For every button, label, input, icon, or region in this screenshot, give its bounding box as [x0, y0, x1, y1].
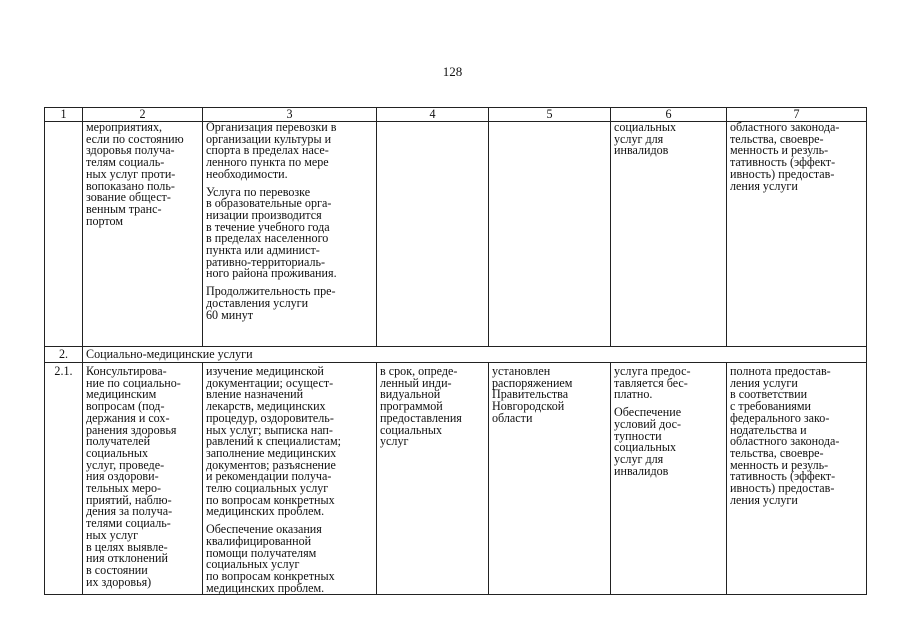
- cell-text-line: документов; разъяснение: [206, 457, 336, 472]
- service-quality-cell: [727, 363, 867, 595]
- service-name-cell: [83, 363, 203, 595]
- cell-text-line: социальных: [614, 440, 677, 455]
- cell-text-line: социальных: [614, 120, 677, 134]
- cell-text-line: помощи получателям: [206, 545, 317, 560]
- cell-text-line: заполнение медицинских: [206, 445, 337, 460]
- cell-text-line: ние по социально-: [86, 375, 181, 390]
- cell-text-line: приятий, наблю-: [86, 492, 172, 507]
- service-cost-cell: [489, 363, 611, 595]
- cell-text-line: нодательства и: [730, 422, 807, 437]
- cell-text-line: спорта в пределах насе-: [206, 143, 329, 158]
- cell-paragraph: [206, 366, 373, 518]
- cell-text-line: Обеспечение оказания: [206, 522, 322, 537]
- cell-text-line: их здоровья): [86, 574, 152, 589]
- cell-text-line: вление назначений: [206, 387, 304, 402]
- cell-text-line: Продолжительность пре-: [206, 284, 336, 299]
- cell-text-line: Правительства: [492, 387, 569, 402]
- cell-text-line: областного законода-: [730, 434, 840, 449]
- cell-text-line: телям социаль-: [86, 155, 165, 170]
- column-header: 3: [203, 108, 377, 122]
- cell-text-line: в течение учебного года: [206, 219, 330, 234]
- cell-text-line: социальных: [380, 422, 443, 437]
- row-number-cell: [45, 122, 83, 347]
- cell-text-line: тельных меро-: [86, 481, 162, 496]
- cell-text-line: по вопросам конкретных: [206, 492, 335, 507]
- cell-paragraph: [614, 407, 723, 477]
- cell-text-line: тельства, своевре-: [730, 445, 824, 460]
- cell-text-line: телю социальных услуг: [206, 481, 329, 496]
- cell-text-line: видуальной: [380, 387, 441, 402]
- cell-text-line: платно.: [614, 387, 653, 402]
- cell-text-line: документации; осущест-: [206, 375, 334, 390]
- cell-text-line: дения за получа-: [86, 504, 173, 519]
- row-number-cell: 2.1.: [45, 363, 83, 595]
- cell-text-line: услуг для: [614, 451, 664, 466]
- service-conditions-cell: [611, 122, 727, 347]
- cell-text-line: Услуга по перевозке: [206, 184, 311, 199]
- cell-text-line: по вопросам конкретных: [206, 568, 335, 583]
- cell-text-line: зование общест-: [86, 190, 171, 205]
- cell-text-line: тативность (эффект-: [730, 469, 836, 484]
- cell-text-line: предоставления: [380, 410, 462, 425]
- cell-paragraph: [206, 122, 373, 181]
- cell-text-line: области: [492, 410, 533, 425]
- cell-text-line: Новгородской: [492, 399, 565, 414]
- cell-text-line: низации производится: [206, 207, 322, 222]
- column-header: 7: [727, 108, 867, 122]
- cell-text-line: инвалидов: [614, 463, 669, 478]
- column-header: 6: [611, 108, 727, 122]
- cell-text-line: венным транс-: [86, 201, 162, 216]
- column-header: 4: [377, 108, 489, 122]
- cell-text-line: в целях выявле-: [86, 539, 168, 554]
- continuation-row: [45, 122, 867, 347]
- cell-text-line: тативность (эффект-: [730, 155, 836, 170]
- cell-text-line: здоровья получа-: [86, 143, 175, 158]
- cell-paragraph: [206, 286, 373, 321]
- cell-text-line: услуг: [380, 434, 409, 449]
- cell-text-line: получателей: [86, 434, 151, 449]
- cell-text-line: ления услуги: [730, 375, 798, 390]
- cell-text-line: тельства, своевре-: [730, 131, 824, 146]
- cell-text-line: ния отклонений: [86, 551, 168, 566]
- cell-text-line: в соответствии: [730, 387, 808, 402]
- cell-text-line: с требованиями: [730, 399, 811, 414]
- service-name-cell: [83, 122, 203, 347]
- cell-text-line: услуг, проведе-: [86, 457, 165, 472]
- section-row: [45, 347, 867, 363]
- cell-text-line: ивность) предостав-: [730, 481, 835, 496]
- column-header: 1: [45, 108, 83, 122]
- cell-text-line: условий дос-: [614, 416, 682, 431]
- cell-text-line: менность и резуль-: [730, 457, 829, 472]
- cell-text-line: ния оздорови-: [86, 469, 159, 484]
- cell-text-line: медицинских проблем.: [206, 504, 325, 519]
- cell-text-line: в образовательные орга-: [206, 196, 332, 211]
- cell-text-line: организации культуры и: [206, 131, 332, 146]
- cell-text-line: ления услуги: [730, 178, 798, 193]
- cell-text-line: процедур, оздоровитель-: [206, 410, 334, 425]
- cell-text-line: социальных: [86, 445, 149, 460]
- service-conditions-cell: [611, 363, 727, 595]
- cell-text-line: ивность) предостав-: [730, 166, 835, 181]
- cell-text-line: ных услуг; выписка нап-: [206, 422, 333, 437]
- service-cost-cell: [489, 122, 611, 347]
- page-number: 128: [442, 64, 463, 79]
- cell-text-line: услуга предос-: [614, 364, 691, 378]
- cell-text-line: установлен: [492, 364, 551, 378]
- cell-text-line: ленного пункта по мере: [206, 155, 329, 170]
- cell-text-line: портом: [86, 213, 124, 228]
- cell-text-line: распоряжением: [492, 375, 573, 390]
- cell-text-line: ранения здоровья: [86, 422, 177, 437]
- cell-text-line: пункта или админист-: [206, 243, 320, 258]
- cell-text-line: доставления услуги: [206, 295, 309, 310]
- cell-text-line: 60 минут: [206, 307, 254, 322]
- cell-text-line: вопоказано поль-: [86, 178, 175, 193]
- cell-text-line: в срок, опреде-: [380, 364, 458, 378]
- cell-text-line: инвалидов: [614, 143, 669, 158]
- cell-text-line: областного законода-: [730, 120, 840, 134]
- cell-text-line: в пределах населенного: [206, 231, 329, 246]
- cell-text-line: вопросам (под-: [86, 399, 165, 414]
- cell-text-line: медицинским: [86, 387, 157, 402]
- table-row: [45, 363, 867, 595]
- cell-text-line: федерального зако-: [730, 410, 830, 425]
- cell-text-line: равлений к специалистам;: [206, 434, 342, 449]
- cell-text-line: и рекомендации получа-: [206, 469, 332, 484]
- cell-text-line: полнота предостав-: [730, 364, 831, 378]
- column-header: 2: [83, 108, 203, 122]
- cell-text-line: телями социаль-: [86, 516, 171, 531]
- cell-text-line: в состоянии: [86, 562, 148, 577]
- cell-text-line: ного района проживания.: [206, 266, 337, 281]
- cell-text-line: изучение медицинской: [206, 364, 324, 378]
- service-quality-cell: [727, 122, 867, 347]
- service-term-cell: [377, 122, 489, 347]
- services-table: [44, 107, 867, 595]
- cell-text-line: квалифицированной: [206, 533, 312, 548]
- cell-text-line: если по состоянию: [86, 131, 184, 146]
- cell-text-line: лекарств, медицинских: [206, 399, 326, 414]
- cell-text-line: менность и резуль-: [730, 143, 829, 158]
- cell-text-line: программой: [380, 399, 443, 414]
- cell-text-line: Консультирова-: [86, 364, 167, 378]
- service-description-cell: [203, 122, 377, 347]
- service-description-cell: [203, 363, 377, 595]
- cell-text-line: услуг для: [614, 131, 664, 146]
- cell-text-line: Организация перевозки в: [206, 120, 337, 134]
- cell-paragraph: [206, 524, 373, 594]
- cell-text-line: тупности: [614, 428, 662, 443]
- section-title: Социально-медицинские услуги: [83, 347, 867, 363]
- cell-text-line: ных услуг: [86, 527, 139, 542]
- cell-paragraph: [206, 184, 373, 281]
- cell-text-line: мероприятиях,: [86, 120, 163, 134]
- cell-text-line: Обеспечение: [614, 405, 682, 420]
- cell-paragraph: [614, 366, 723, 401]
- cell-text-line: медицинских проблем.: [206, 580, 325, 595]
- cell-text-line: ления услуги: [730, 492, 798, 507]
- column-header: 5: [489, 108, 611, 122]
- section-number: 2.: [45, 347, 83, 363]
- cell-text-line: необходимости.: [206, 166, 288, 181]
- cell-text-line: ленный инди-: [380, 375, 452, 390]
- cell-text-line: тавляется бес-: [614, 375, 688, 390]
- cell-text-line: социальных услуг: [206, 557, 300, 572]
- cell-text-line: держания и сох-: [86, 410, 170, 425]
- cell-text-line: ных услуг проти-: [86, 166, 176, 181]
- service-term-cell: [377, 363, 489, 595]
- cell-text-line: ративно-территориаль-: [206, 254, 326, 269]
